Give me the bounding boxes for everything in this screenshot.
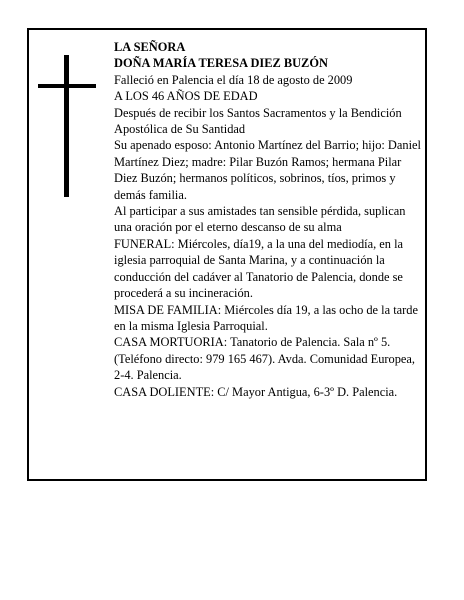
family-paragraph: Su apenado esposo: Antonio Martínez del Barrio; hijo: Daniel Martínez Diez; madre: Pilar Buzón Ramos; hermana Pilar Diez Buzón; hermanos políticos, sobrinos, tíos, primos y demás familia. xyxy=(114,138,421,202)
request-paragraph: Al participar a sus amistades tan sensible pérdida, suplican una oración por el eterno descanso de su alma xyxy=(114,204,406,235)
deceased-name: DOÑA MARÍA TERESA DIEZ BUZÓN xyxy=(114,56,328,71)
funeral-home-paragraph: CASA MORTUORIA: Tanatorio de Palencia. Sala nº 5. (Teléfono directo: 979 165 467). Avda. Comunidad Europea, 2-4. Palencia. xyxy=(114,335,416,383)
age-line: A LOS 46 AÑOS DE EDAD xyxy=(114,89,258,104)
sacraments-paragraph: Después de recibir los Santos Sacramentos y la Bendición Apostólica de Su Santidad xyxy=(114,105,402,137)
mass-paragraph: MISA DE FAMILIA: Miércoles día 19, a las ocho de la tarde en la misma Iglesia Parroquial. xyxy=(114,302,418,333)
mourning-house-paragraph: CASA DOLIENTE: C/ Mayor Antigua, 6-3º D. Palencia. xyxy=(114,384,398,399)
title-line: LA SEÑORA xyxy=(114,40,186,54)
funeral-paragraph: FUNERAL: Miércoles, día19, a la una del mediodía, en la iglesia parroquial de Santa Marina, y a continuación la conducción del cadáver al Tanatorio de Palencia, donde se procederá a su incineración. xyxy=(114,236,404,301)
death-line: Falleció en Palencia el día 18 de agosto de 2009 xyxy=(114,72,353,87)
obituary-text xyxy=(114,39,426,400)
